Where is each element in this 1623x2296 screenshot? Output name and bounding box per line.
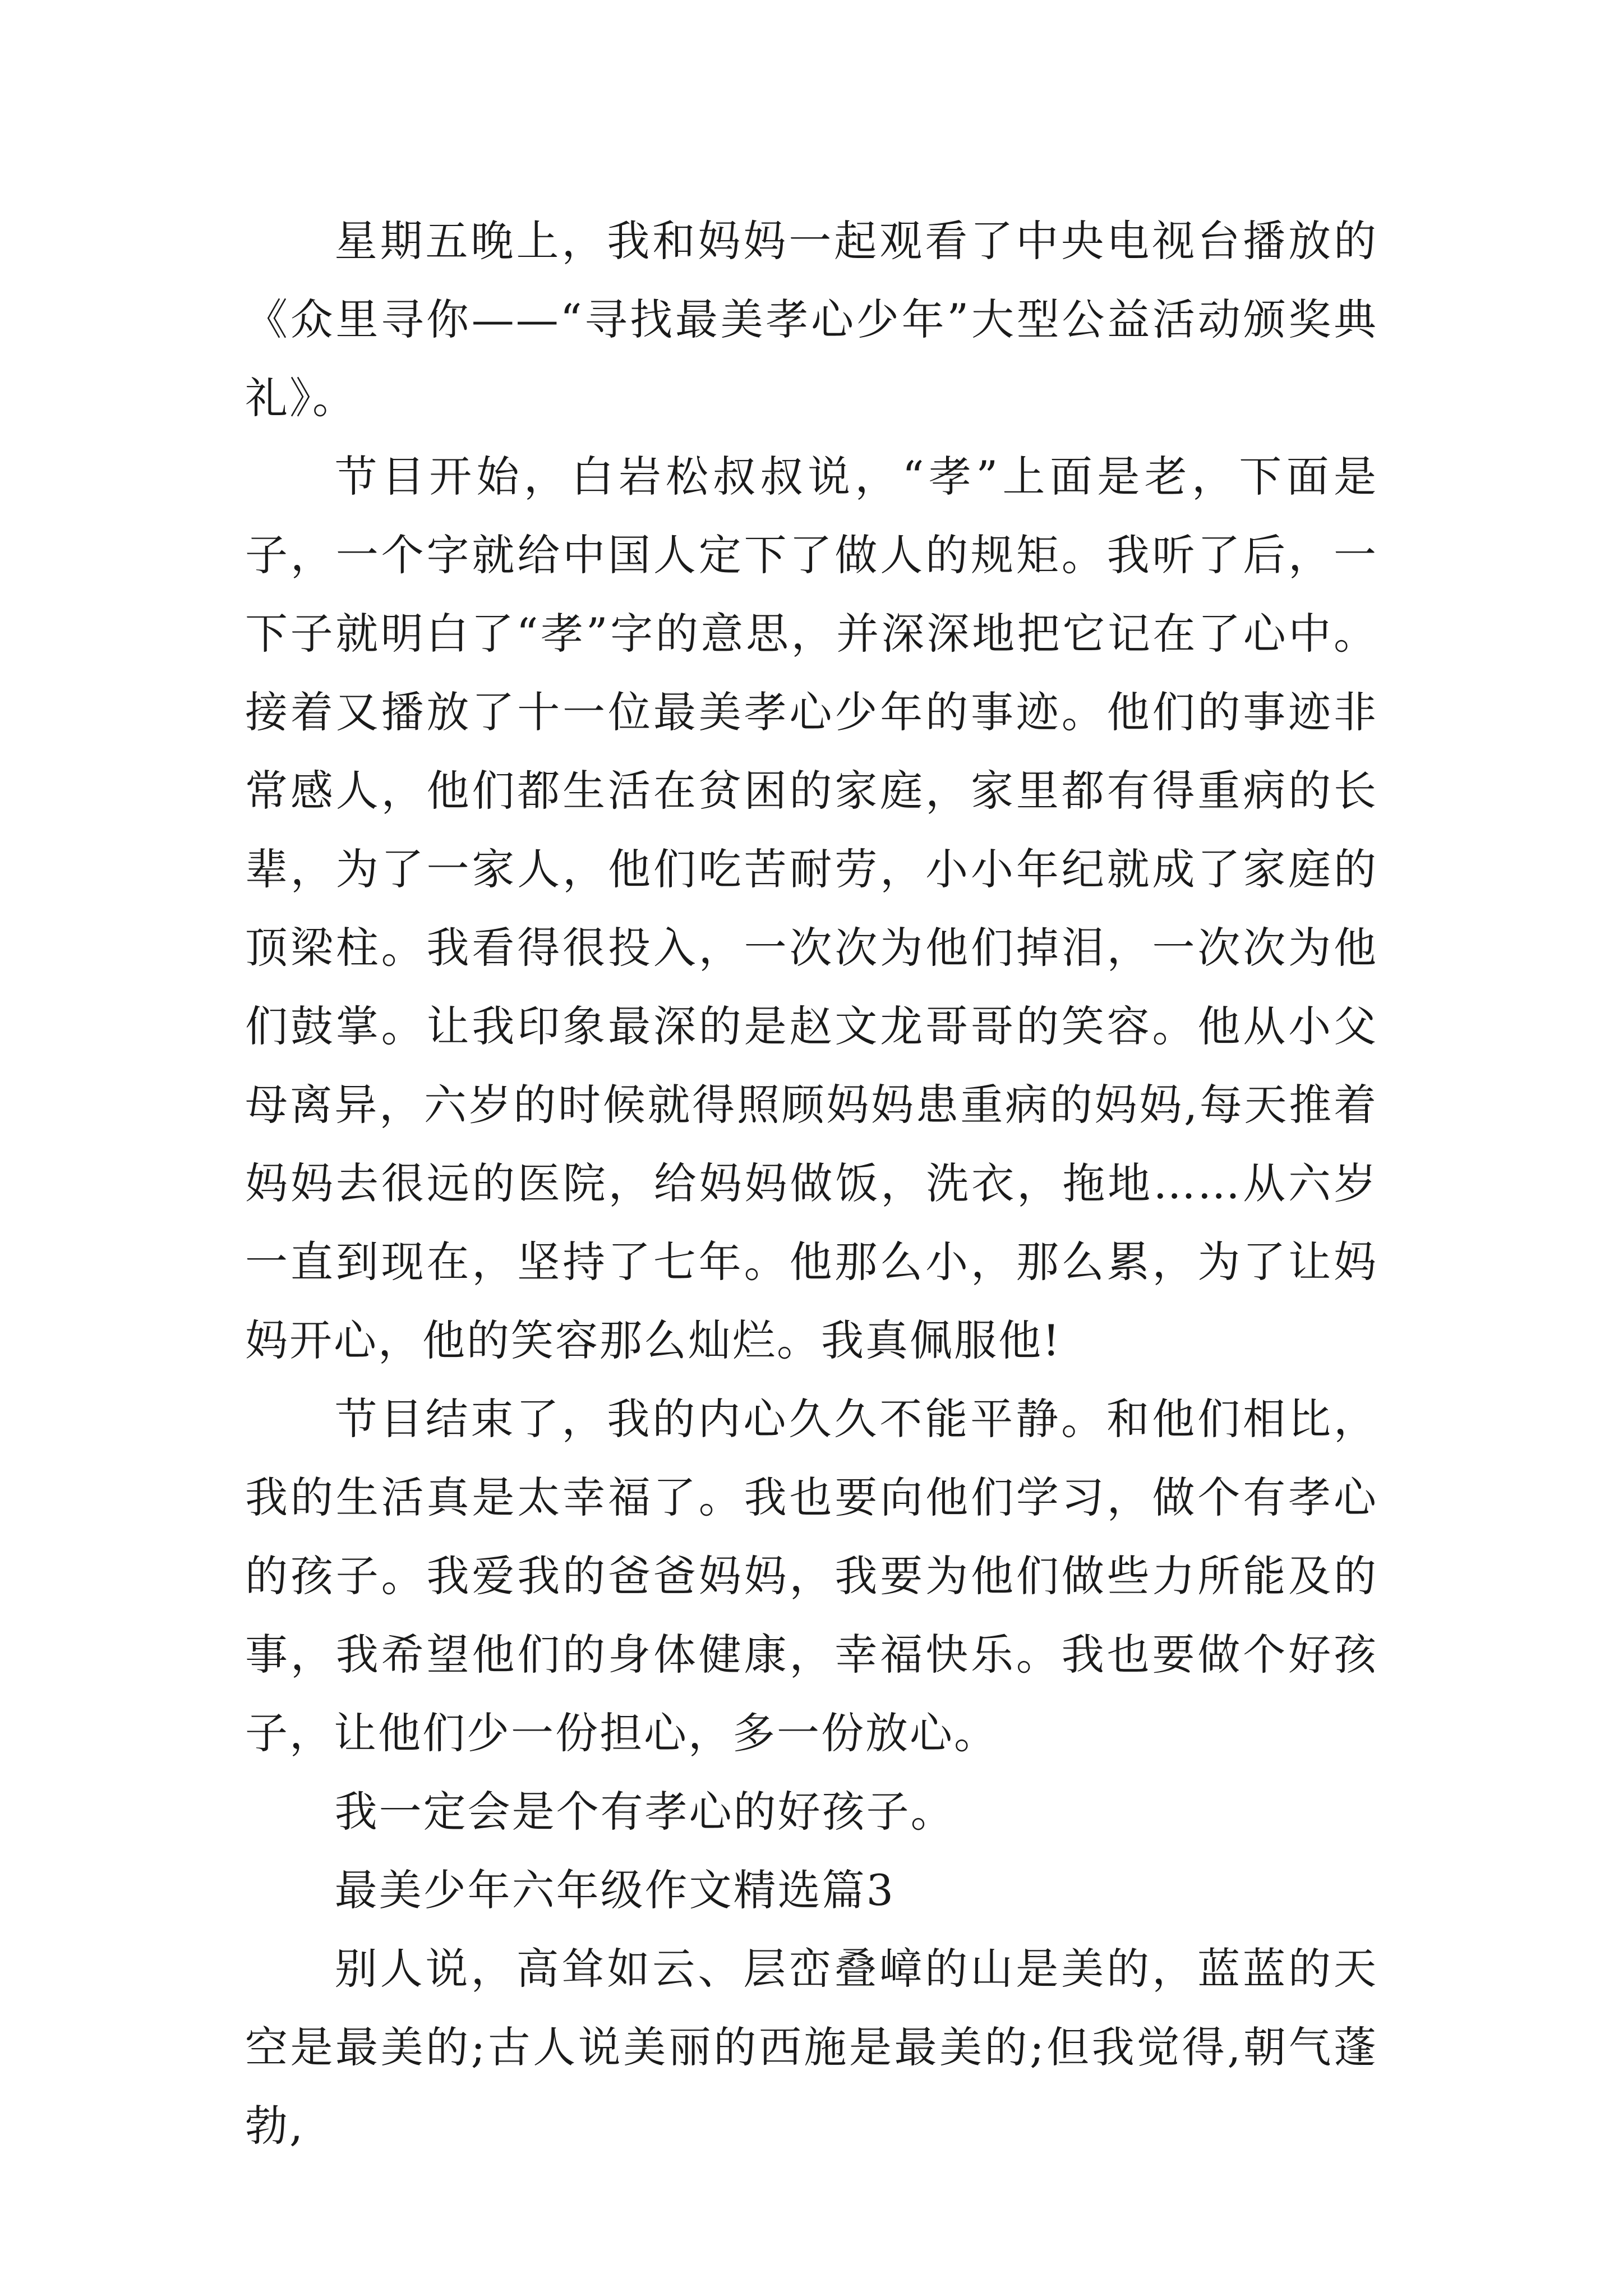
paragraph-3: 节目结束了，我的内心久久不能平静。和他们相比，我的生活真是太幸福了。我也要向他们学习，做个有孝心的孩子。我爱我的爸爸妈妈，我要为他们做些力所能及的事，我希望他们的身体健康，幸福快乐。我也要做个好孩子，让他们少一份担心，多一份放心。 <box>245 1394 1378 1758</box>
paragraph-1: 星期五晚上，我和妈妈一起观看了中央电视台播放的《众里寻你——“寻找最美孝心少年”大型公益活动颁奖典礼》。 <box>245 216 1378 423</box>
section-heading: 最美少年六年级作文精选篇3 <box>334 1865 895 1915</box>
document-body <box>245 202 1378 2165</box>
paragraph-5: 别人说，高耸如云、层峦叠嶂的山是美的，蓝蓝的天空是最美的;古人说美丽的西施是最美的;但我觉得,朝气蓬勃, <box>245 1944 1378 2151</box>
paragraph-4: 我一定会是个有孝心的好孩子。 <box>334 1787 955 1837</box>
paragraph-2: 节目开始，白岩松叔叔说，“孝”上面是老，下面是子，一个字就给中国人定下了做人的规矩。我听了后，一下子就明白了“孝”字的意思，并深深地把它记在了心中。接着又播放了十一位最美孝心少年的事迹。他们的事迹非常感人，他们都生活在贫困的家庭，家里都有得重病的长辈，为了一家人，他们吃苦耐劳，小小年纪就成了家庭的顶梁柱。我看得很投入，一次次为他们掉泪，一次次为他们鼓掌。让我印象最深的是赵文龙哥哥的笑容。他从小父母离异，六岁的时候就得照顾妈妈患重病的妈妈,每天推着妈妈去很远的医院，给妈妈做饭，洗衣，拖地……从六岁一直到现在，坚持了七年。他那么小，那么累，为了让妈妈开心，他的笑容那么灿烂。我真佩服他! <box>245 452 1378 1365</box>
